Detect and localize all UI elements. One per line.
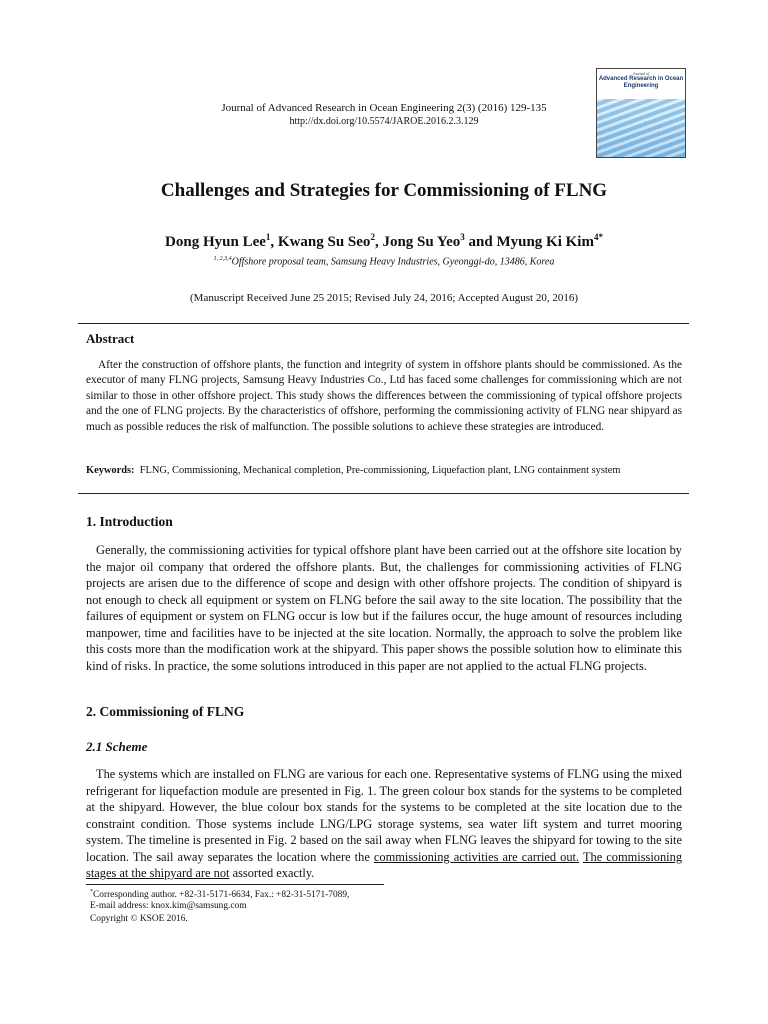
- footnote-author-text: Corresponding author. +82-31-5171-6634, Fax.: +82-31-5171-7089,: [93, 890, 350, 901]
- subsection-heading-scheme: 2.1 Scheme: [86, 739, 148, 754]
- section-heading-commissioning: 2. Commissioning of FLNG: [86, 704, 245, 719]
- author-and: and: [464, 234, 497, 250]
- author-name: Jong Su Yeo: [382, 234, 461, 250]
- author-name: Myung Ki Kim: [496, 234, 594, 250]
- affiliation: [0, 256, 768, 267]
- scheme-text-main: The systems which are installed on FLNG are various for each one. Representative systems of FLNG using the mixed refrigerant for liquefaction module are presented in Fig. 1. The green colour box stands for the systems to be completed at the shipyard. However, the blue colour box stands for the systems to be completed at the site location due to the constraint condition. Those systems include LNG/LPG storage systems, sea water lift system and turret mooring system. The timeline is presented in Fig. 2 based on the sail away when FLNG leaves the shipyard for towing to the site location. The sail away separates the location where the: [86, 767, 682, 864]
- keywords: [86, 464, 696, 478]
- footnote-rule: [86, 884, 384, 885]
- author-affil-mark: 1: [265, 232, 271, 242]
- paper-title: Challenges and Strategies for Commissioning of FLNG: [160, 180, 608, 201]
- abstract-top-rule: [78, 323, 689, 324]
- footnote-email[interactable]: E-mail address: knox.kim@samsung.com: [90, 901, 247, 911]
- author-affil-mark: 2: [370, 232, 375, 242]
- author-separator: ,: [374, 234, 383, 250]
- abstract-heading: Abstract: [86, 331, 135, 346]
- abstract-text: After the construction of offshore plants, the function and integrity of system in offshore plants should be commissioned. As the executor of many FLNG projects, Samsung Heavy Industries Co., Ltd has faced some challenges for commissioning which are not similar to those in other offshore project. This study shows the differences between the commissioning of typical offshore projects and the one of FLNG projects. By the characteristics of offshore, performing the commissioning activity of FLNG near shipyard as much as possible reduces the risk of malfunction. The possible solutions to achieve these strategies are introduced.: [86, 359, 682, 433]
- author-separator: ,: [270, 234, 278, 250]
- author-list: [0, 232, 768, 251]
- author-affil-mark: 3: [460, 232, 465, 242]
- affiliation-text: Offshore proposal team, Samsung Heavy Industries, Gyeonggi-do, 13486, Korea: [231, 256, 555, 268]
- scheme-text: [86, 766, 682, 882]
- footnote-copyright: Copyright © KSOE 2016.: [90, 914, 188, 924]
- section-heading-introduction: 1. Introduction: [86, 514, 173, 529]
- author-name: Dong Hyun Lee: [165, 234, 266, 250]
- scheme-text-end: assorted exactly.: [229, 866, 315, 880]
- cover-title: Advanced Research in Ocean Engineering: [598, 76, 684, 89]
- introduction-text: Generally, the commissioning activities for typical offshore plant have been carried out at the offshore site location by the major oil company that ordered the offshore plants. But, the challenges for commissioning activities of FLNG projects are arisen due to the difference of scope and design with other offshore projects. The condition of shipyard is not enough to check all equipment or system on FLNG before the sail away to the site location. The possibility that the failures of equipment or system on FLNG occur is low but if the failures occur, the huge amount of resources including manpower, time and facilities have to be injected at the site location. Normally, the approach to solve the problem like this costs more than the modification work at the shipyard. This paper shows the possible solution how to eliminate this kind of risks. In practice, the some solutions introduced in this paper are not applied to the actual FLNG projects.: [86, 543, 682, 673]
- doi-link[interactable]: http://dx.doi.org/10.5574/JAROE.2016.2.3.129: [289, 116, 479, 127]
- affiliation-marks: 1, 2,3,4: [213, 256, 232, 262]
- keywords-label: Keywords:: [86, 465, 135, 476]
- scheme-text-underlined: The commissioning stages at the shipyard are not: [86, 849, 683, 880]
- journal-citation: Journal of Advanced Research in Ocean Engineering 2(3) (2016) 129-135: [221, 102, 547, 114]
- scheme-text-underlined: commissioning activities are carried out.: [373, 849, 580, 864]
- author-name: Kwang Su Seo: [277, 234, 371, 250]
- cover-header: [597, 69, 685, 99]
- abstract-bottom-rule: [78, 493, 689, 494]
- keywords-list: FLNG, Commissioning, Mechanical completion, Pre-commissioning, Liquefaction plant, LNG containment system: [139, 465, 621, 476]
- footnote-mark: *: [90, 889, 93, 895]
- manuscript-dates: (Manuscript Received June 25 2015; Revised July 24, 2016; Accepted August 20, 2016): [190, 292, 578, 304]
- author-affil-mark: 4*: [593, 232, 603, 242]
- cover-small-label: Journal of: [632, 71, 650, 76]
